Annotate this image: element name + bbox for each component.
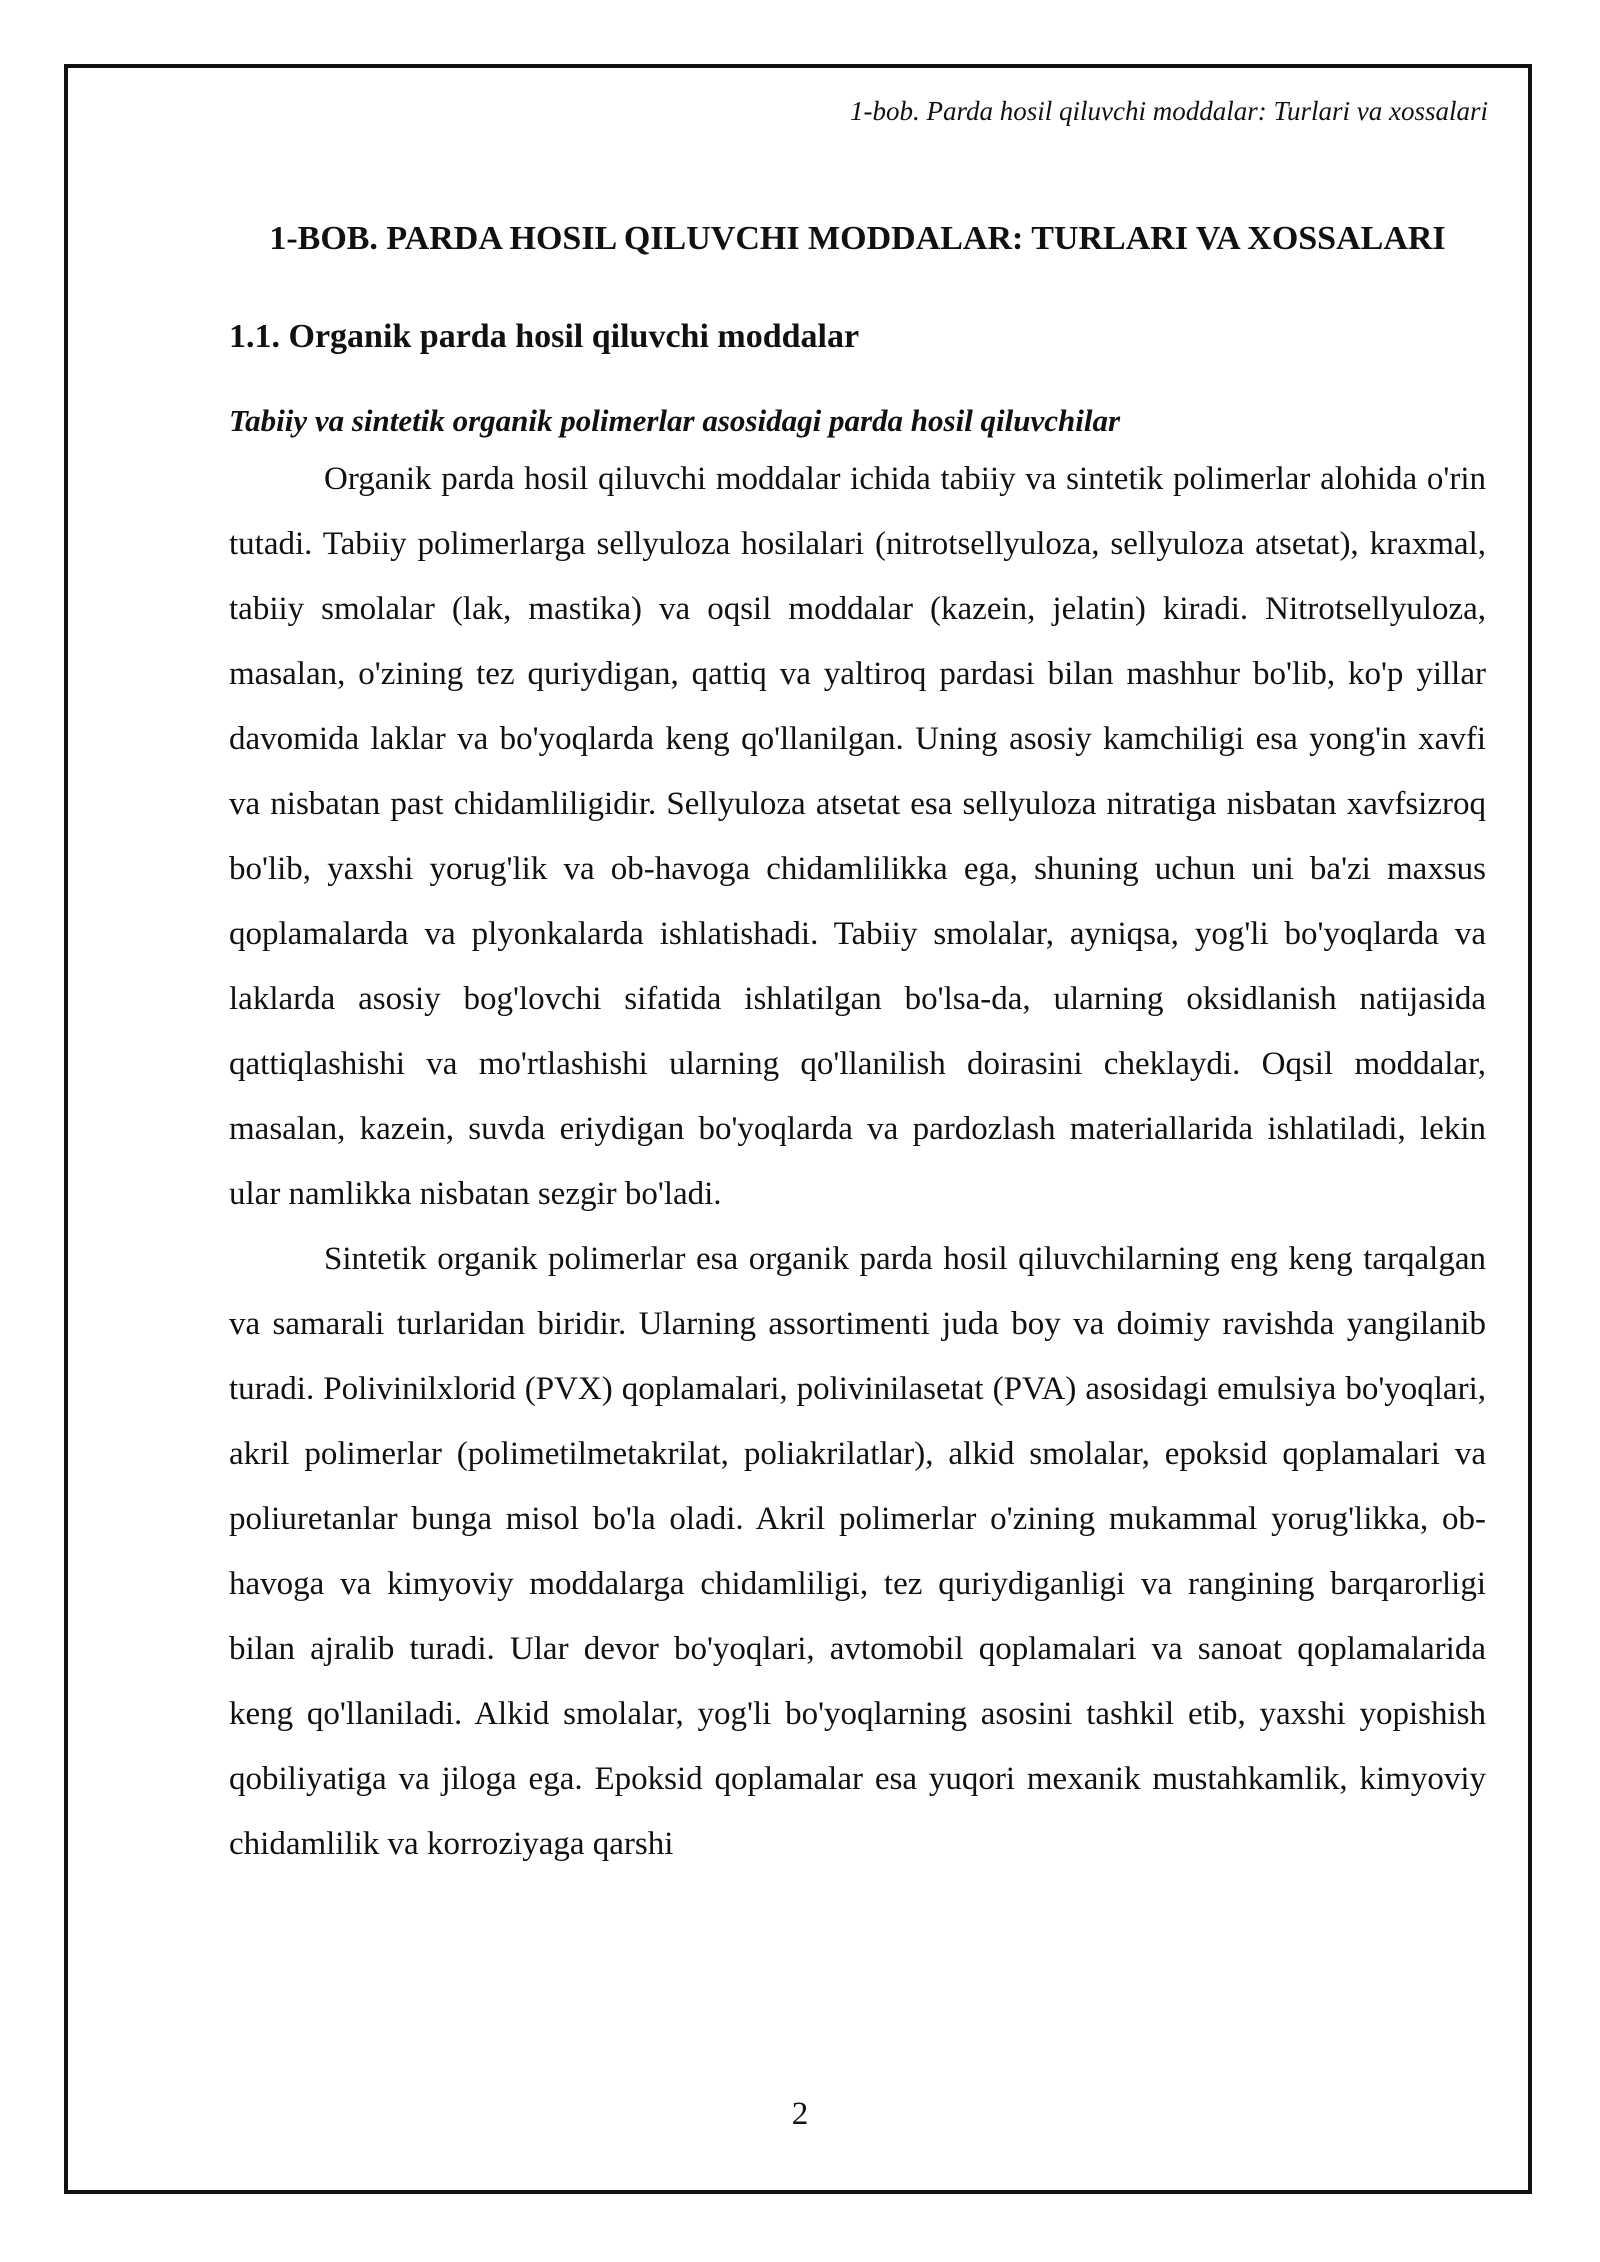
section-heading: 1.1. Organik parda hosil qiluvchi moddalar [229, 318, 860, 355]
subsection-heading: Tabiiy va sintetik organik polimerlar asosidagi parda hosil qiluvchilar [229, 403, 1121, 438]
running-header: 1-bob. Parda hosil qiluvchi moddalar: Turlari va xossalari [849, 96, 1488, 126]
chapter-title: 1-BOB. PARDA HOSIL QILUVCHI MODDALAR: TURLARI VA XOSSALARI [269, 220, 1446, 257]
body-paragraph-2: Sintetik organik polimerlar esa organik parda hosil qiluvchilarning eng keng tarqalgan va samarali turlaridan biridir. Ularning assortimenti juda boy va doimiy ravishda yangilanib turadi. Polivinilxlorid (PVX) qoplamalari, polivinilasetat (PVA) asosidagi emulsiya bo'yoqlari, akril polimerlar (polimetilmetakrilat, poliakrilatlar), alkid smolalar, epoksid qoplamalari va poliuretanlar bunga misol bo'la oladi. Akril polimerlar o'zining mukammal yorug'likka, ob-havoga va kimyoviy moddalarga chidamliligi, tez quriydiganligi va rangining barqarorligi bilan ajralib turadi. Ular devor bo'yoqlari, avtomobil qoplamalari va sanoat qoplamalarida keng qo'llaniladi. Alkid smolalar, yog'li bo'yoqlarning asosini tashkil etib, yaxshi yopishish qobiliyatiga va jiloga ega. Epoksid qoplamalar esa yuqori mexanik mustahkamlik, kimyoviy chidamlilik va korroziyaga qarshi [229, 1241, 1486, 1862]
page-body [229, 206, 1486, 1877]
body-paragraph-1: Organik parda hosil qiluvchi moddalar ichida tabiiy va sintetik polimerlar alohida o'rin tutadi. Tabiiy polimerlarga sellyuloza hosilalari (nitrotsellyuloza, sellyuloza atsetat), kraxmal, tabiiy smolalar (lak, mastika) va oqsil moddalar (kazein, jelatin) kiradi. Nitrotsellyuloza, masalan, o'zining tez quriydigan, qattiq va yaltiroq pardasi bilan mashhur bo'lib, ko'p yillar davomida laklar va bo'yoqlarda keng qo'llanilgan. Uning asosiy kamchiligi esa yong'in xavfi va nisbatan past chidamliligidir. Sellyuloza atsetat esa sellyuloza nitratiga nisbatan xavfsizroq bo'lib, yaxshi yorug'lik va ob-havoga chidamlilikka ega, shuning uchun uni ba'zi maxsus qoplamalarda va plyonkalarda ishlatishadi. Tabiiy smolalar, ayniqsa, yog'li bo'yoqlarda va laklarda asosiy bog'lovchi sifatida ishlatilgan bo'lsa-da, ularning oksidlanish natijasida qattiqlashishi va mo'rtlashishi ularning qo'llanilish doirasini cheklaydi. Oqsil moddalar, masalan, kazein, suvda eriydigan bo'yoqlarda va pardozlash materiallarida ishlatiladi, lekin ular namlikka nisbatan sezgir bo'ladi. [229, 461, 1486, 1212]
page-number: 2 [791, 2096, 809, 2132]
